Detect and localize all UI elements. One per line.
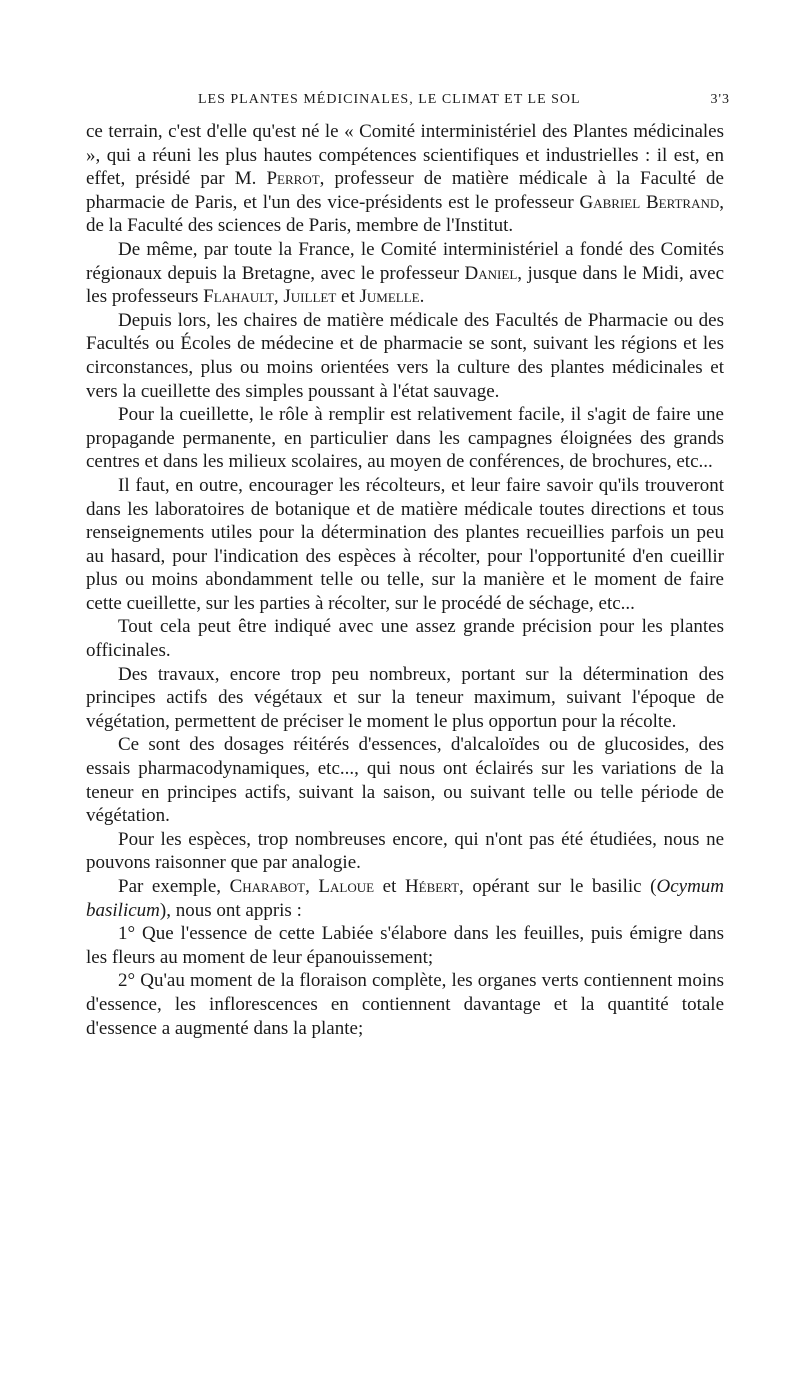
running-header <box>86 84 730 114</box>
author-name: Juillet <box>283 286 337 308</box>
body-text <box>86 120 724 1040</box>
author-name: Perrot <box>266 168 320 190</box>
author-name: Laloue <box>318 876 375 897</box>
page-number: 3'3 <box>710 92 730 107</box>
paragraph-6: Tout cela peut être indiqué avec une assez grande précision pour les plantes officinales. <box>86 616 724 662</box>
paragraph-12: 2° Qu'au moment de la floraison complète, les organes verts contiennent moins d'essence, les inflorescences en contiennent davantage et la quantité totale d'essence a augmenté dans la plante; <box>86 970 724 1039</box>
paragraph-3: Depuis lors, les chaires de matière médicale des Facultés de Pharmacie ou des Facultés ou Écoles de médecine et de pharmacie se sont, suivant les régions et les circonstances, plus ou moins orientées vers la culture des plantes médicinales et vers la cueillette des simples poussant à l'état sauvage. <box>86 309 724 402</box>
paragraph-10: Par exemple, Charabot, Laloue et Hébert, opérant sur le basilic (Ocymum basilicum), nous ont appris : <box>86 876 725 921</box>
paragraph-9: Pour les espèces, trop nombreuses encore, qui n'ont pas été étudiées, nous ne pouvons raisonner que par analogie. <box>86 828 724 874</box>
paragraph-2: De même, par toute la France, le Comité interministériel a fondé des Comités régionaux depuis la Bretagne, avec le professeur Daniel, jusque dans le Midi, avec les professeurs Flahault, Juillet et Jumelle. <box>86 238 724 308</box>
latin-species-name: Ocymum basilicum <box>86 876 725 921</box>
paragraph-8: Ce sont des dosages réitérés d'essences, d'alcaloïdes ou de glucosides, des essais pharmacodynamiques, etc..., qui nous ont éclairés sur les variations de la teneur en principes actifs, suivant la saison, ou suivant telle ou telle période de végétation. <box>86 734 724 827</box>
author-name: Gabriel Bertrand <box>579 191 720 213</box>
author-name: Charabot <box>229 876 306 897</box>
author-name: Daniel <box>464 262 518 284</box>
paragraph-1: ce terrain, c'est d'elle qu'est né le « Comité interministériel des Plantes médicinales », qui a réuni les plus hautes compétences scientifiques et industrielles : il est, en effet, présidé par M. Perrot, professeur de matière médicale à la Faculté de pharmacie de Paris, et l'un des vice-présidents est le professeur Gabriel Bertrand, de la Faculté des sciences de Paris, membre de l'Institut. <box>86 121 724 237</box>
book-page <box>86 84 730 1040</box>
paragraph-7: Des travaux, encore trop peu nombreux, portant sur la détermination des principes actifs des végétaux et sur la teneur maximum, suivant l'époque de végétation, permettent de préciser le moment le plus opportun pour la récolte. <box>86 663 724 732</box>
paragraph-4: Pour la cueillette, le rôle à remplir est relativement facile, il s'agit de faire une propagande permanente, en particulier dans les campagnes éloignées des grands centres et dans les milieux scolaires, au moyen de conférences, de brochures, etc... <box>86 404 724 473</box>
author-name: Flahault <box>203 286 274 308</box>
paragraph-5: Il faut, en outre, encourager les récolteurs, et leur faire savoir qu'ils trouveront dans les laboratoires de botanique et de matière médicale toutes directions et tous renseignements utiles pour la détermination des plantes recueillies parfois un peu au hasard, pour l'indication des espèces à récolter, pour l'opportunité d'en cueillir plus ou moins abondamment telle ou telle, sur la manière et le moment de faire cette cueillette, sur les parties à récolter, sur le procédé de séchage, etc... <box>86 474 724 614</box>
author-name: Jumelle <box>359 286 420 308</box>
running-title: LES PLANTES MÉDICINALES, LE CLIMAT ET LE SOL <box>198 92 581 107</box>
author-name: Hébert <box>404 876 460 897</box>
paragraph-11: 1° Que l'essence de cette Labiée s'élabore dans les feuilles, puis émigre dans les fleurs au moment de leur épanouissement; <box>86 923 724 968</box>
